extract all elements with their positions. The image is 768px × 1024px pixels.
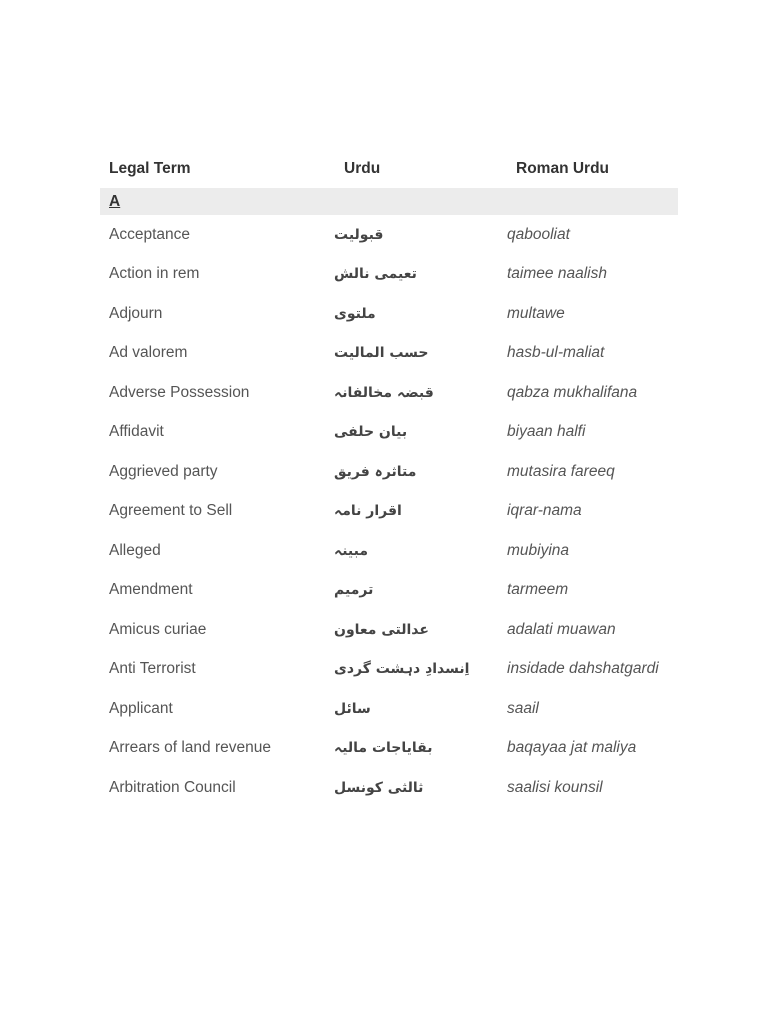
term-cell: Affidavit: [109, 423, 164, 441]
table-row: [100, 452, 678, 492]
urdu-text: قبضہ مخالفانہ: [334, 384, 434, 401]
header-urdu: Urdu: [344, 160, 381, 177]
roman-cell: adalati muawan: [507, 620, 616, 638]
urdu-cell: [334, 610, 464, 650]
roman-cell: mutasira fareeq: [507, 462, 615, 480]
table-row: [100, 492, 678, 532]
urdu-text: ملتوی: [334, 305, 376, 322]
roman-cell: saalisi kounsil: [507, 778, 603, 796]
roman-cell: iqrar-nama: [507, 502, 582, 520]
section-heading-row: [100, 188, 678, 215]
table-row: [100, 255, 678, 295]
urdu-text: متاثرہ فریق: [334, 463, 417, 480]
roman-cell: taimee naalish: [507, 265, 607, 283]
header-roman-urdu: Roman Urdu: [516, 160, 609, 177]
urdu-text: مبینہ: [334, 542, 369, 559]
term-cell: Anti Terrorist: [109, 660, 196, 678]
table-row: [100, 294, 678, 334]
urdu-text: ترمیم: [334, 582, 374, 599]
urdu-cell: [334, 294, 464, 334]
roman-cell: biyaan halfi: [507, 423, 586, 441]
table-row: [100, 768, 678, 808]
legal-glossary-table: [100, 150, 678, 808]
term-cell: Amendment: [109, 581, 193, 599]
table-row: [100, 373, 678, 413]
roman-cell: saail: [507, 699, 539, 717]
term-cell: Applicant: [109, 699, 173, 717]
term-cell: Acceptance: [109, 225, 190, 243]
urdu-cell: [334, 571, 464, 611]
urdu-cell: [334, 768, 464, 808]
urdu-cell: [334, 334, 464, 374]
urdu-text: اِنسدادِ دہشت گردی: [334, 661, 470, 678]
roman-cell: insidade dahshatgardi: [507, 660, 659, 678]
urdu-cell: [334, 689, 464, 729]
section-letter: A: [109, 192, 121, 210]
table-row: [100, 650, 678, 690]
table-row: [100, 689, 678, 729]
urdu-cell: [334, 215, 464, 255]
roman-cell: hasb-ul-maliat: [507, 344, 605, 362]
header-legal-term: Legal Term: [109, 160, 191, 177]
roman-cell: qabza mukhalifana: [507, 383, 638, 401]
table-row: [100, 571, 678, 611]
term-cell: Action in rem: [109, 265, 200, 283]
urdu-cell: [334, 373, 464, 413]
roman-cell: qabooliat: [507, 225, 570, 243]
urdu-text: بیان حلفی: [334, 424, 408, 441]
roman-cell: multawe: [507, 304, 565, 322]
term-cell: Adverse Possession: [109, 383, 250, 401]
table-row: [100, 215, 678, 255]
term-cell: Arbitration Council: [109, 778, 236, 796]
urdu-cell: [334, 650, 470, 690]
roman-cell: tarmeem: [507, 581, 569, 599]
urdu-text: اقرار نامہ: [334, 503, 402, 520]
table-row: [100, 334, 678, 374]
urdu-text: قبولیت: [334, 226, 384, 243]
term-cell: Ad valorem: [109, 344, 188, 362]
term-cell: Agreement to Sell: [109, 502, 233, 520]
term-cell: Amicus curiae: [109, 620, 207, 638]
urdu-cell: [334, 531, 464, 571]
table-row: [100, 729, 678, 769]
urdu-text: ثالثی کونسل: [334, 779, 424, 796]
roman-cell: baqayaa jat maliya: [507, 739, 637, 757]
urdu-cell: [334, 729, 464, 769]
roman-cell: mubiyina: [507, 541, 570, 559]
urdu-text: عدالتی معاون: [334, 621, 429, 638]
table-header-row: [100, 150, 678, 188]
table-row: [100, 531, 678, 571]
table-row: [100, 610, 678, 650]
urdu-text: تعیمی نالش: [334, 266, 417, 283]
term-cell: Alleged: [109, 541, 161, 559]
urdu-cell: [334, 492, 464, 532]
urdu-text: حسب المالیت: [334, 345, 429, 362]
urdu-cell: [334, 413, 464, 453]
urdu-text: بقایاجات مالیہ: [334, 740, 433, 757]
term-cell: Aggrieved party: [109, 462, 218, 480]
table-row: [100, 413, 678, 453]
urdu-text: سائل: [334, 700, 371, 717]
urdu-cell: [334, 452, 464, 492]
term-cell: Adjourn: [109, 304, 163, 322]
term-cell: Arrears of land revenue: [109, 739, 271, 757]
urdu-cell: [334, 255, 464, 295]
